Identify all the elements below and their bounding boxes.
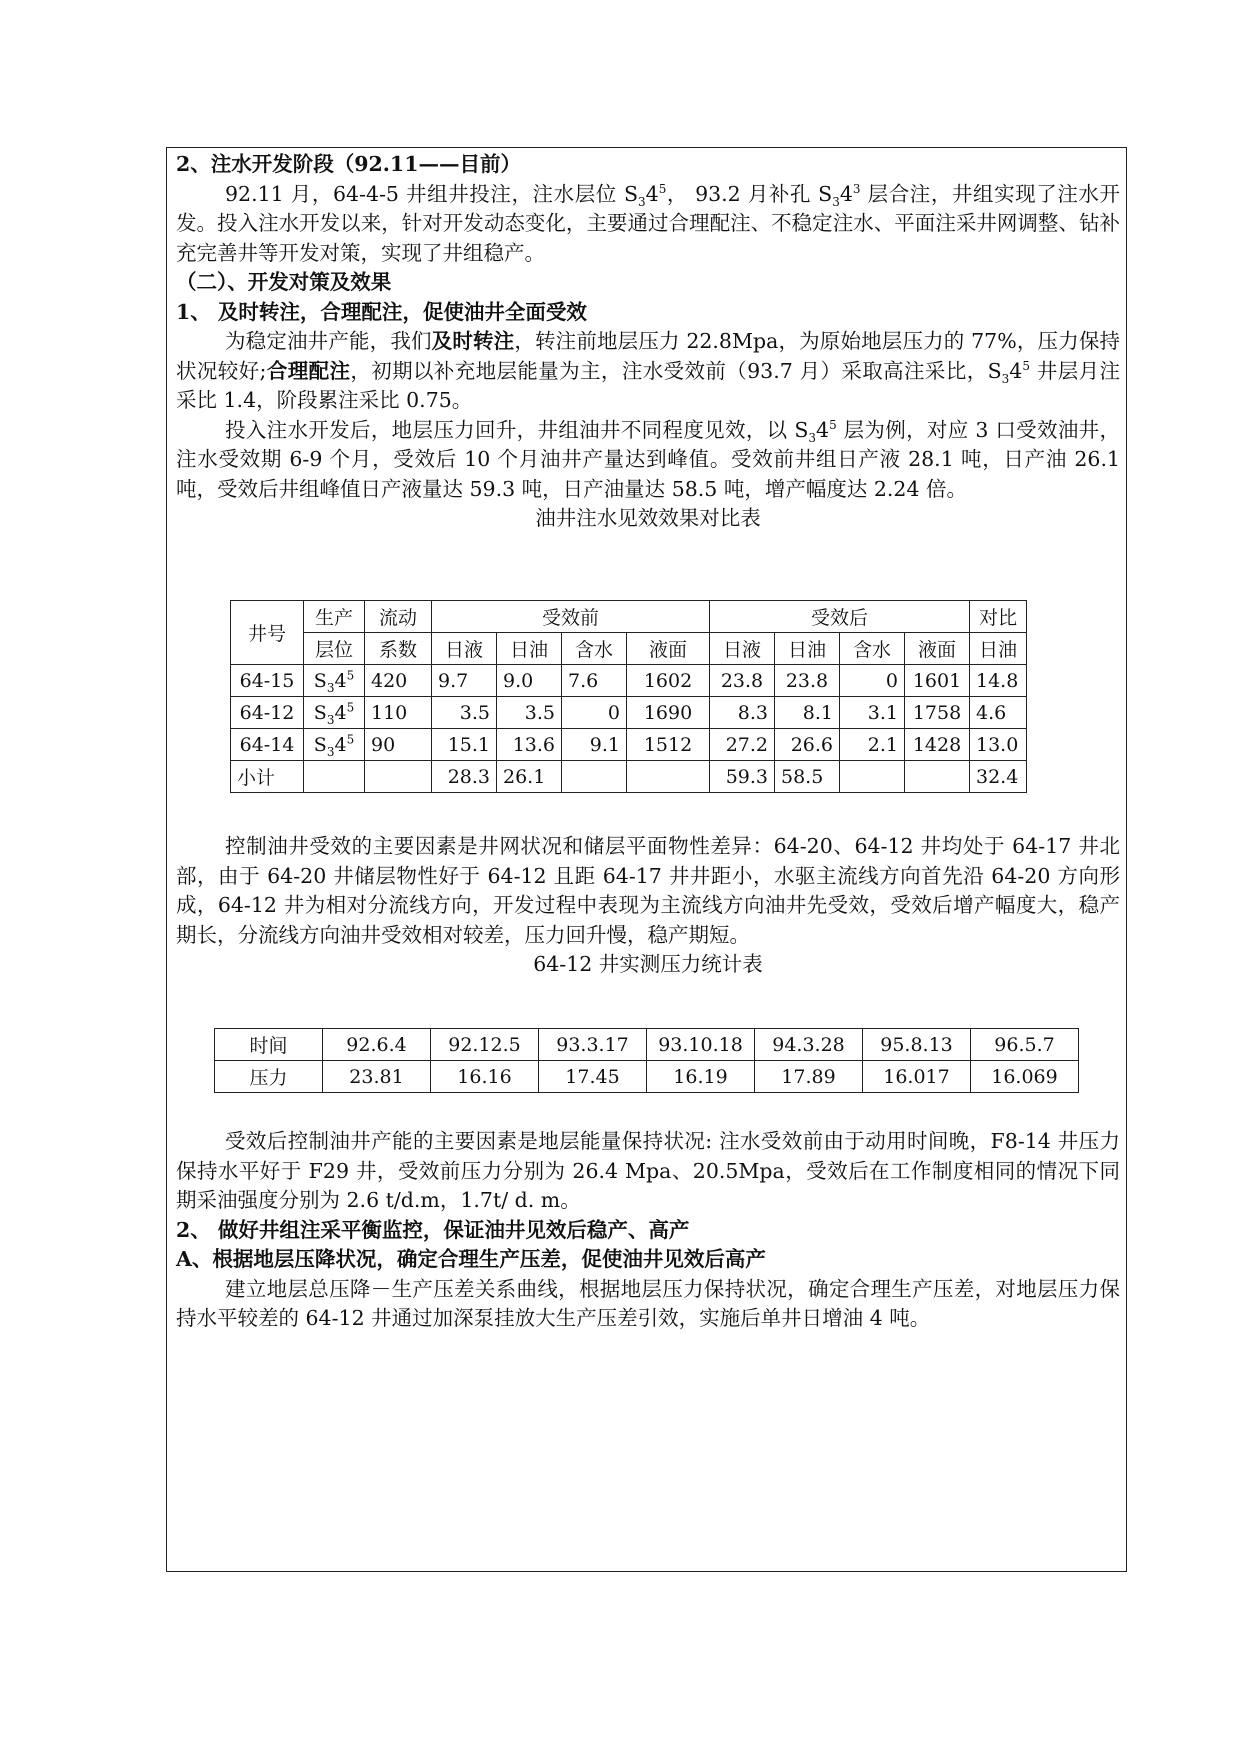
cell-value: 1601 xyxy=(905,665,970,697)
section-heading: 2、注水开发阶段（92.11——目前） xyxy=(176,152,521,176)
table2-caption: 64-12 井实测压力统计表 xyxy=(533,952,763,976)
paragraph-injection-start: 92.11 月，64-4-5 井组井投注，注水层位 $S_34^5$， 93.2 月补孔 $S_34^3$ 层合注，井组实现了注水开发。投入注水开发以来，针对开发动态变化，主要通过合理配注、不稳定注水、平面注采井网调整、钻补充完善井等开发对策，实现了井组稳产。 xyxy=(176,181,1120,265)
heading-pressure-drop: A、根据地层压降状况，确定合理生产压差，促使油井见效后高产 xyxy=(176,1247,766,1271)
cell-value: 1512 xyxy=(627,729,710,761)
cell-time: 94.3.28 xyxy=(755,1029,863,1061)
header-layer: 生产 xyxy=(304,601,365,633)
row-label-pressure: 压力 xyxy=(215,1061,323,1093)
heading-balance: 2、 做好井组注采平衡监控，保证油井见效后稳产、高产 xyxy=(176,1217,690,1242)
cell-value: 23.8 xyxy=(710,665,775,697)
cell-empty xyxy=(304,761,365,793)
cell-flow: 110 xyxy=(365,697,432,729)
subheader: 日液 xyxy=(710,633,775,665)
cell-compare: 4.6 xyxy=(970,697,1027,729)
subheader: 日油 xyxy=(775,633,840,665)
cell-pressure: 17.89 xyxy=(755,1061,863,1093)
cell-time: 95.8.13 xyxy=(863,1029,971,1061)
subsection-heading: （二）、开发对策及效果 xyxy=(176,270,392,294)
cell-empty xyxy=(627,761,710,793)
subheader: 日液 xyxy=(432,633,497,665)
cell-value: 7.6 xyxy=(562,665,627,697)
lower-text xyxy=(176,1127,1120,1334)
cell-flow: 420 xyxy=(365,665,432,697)
upper-text xyxy=(176,150,1120,534)
header-flow: 流动 xyxy=(365,601,432,633)
cell-value: 27.2 xyxy=(710,729,775,761)
header-after: 受效后 xyxy=(710,601,970,633)
header-compare: 对比 xyxy=(970,601,1027,633)
cell-time: 93.3.17 xyxy=(539,1029,647,1061)
table-row xyxy=(231,697,1027,729)
cell-value: 9.0 xyxy=(497,665,562,697)
cell-time: 92.12.5 xyxy=(431,1029,539,1061)
cell-layer: $S_34^5$ xyxy=(304,697,365,729)
subheader: 日油 xyxy=(497,633,562,665)
cell-value: 8.3 xyxy=(710,697,775,729)
table-row xyxy=(215,1061,1079,1093)
heading-timely-conversion: 1、 及时转注，合理配注，促使油井全面受效 xyxy=(176,299,587,324)
cell-value: 9.1 xyxy=(562,729,627,761)
header-well: 井号 xyxy=(231,601,304,665)
cell-pressure: 17.45 xyxy=(539,1061,647,1093)
cell-compare: 13.0 xyxy=(970,729,1027,761)
cell-value: 0 xyxy=(562,697,627,729)
cell-value: 3.1 xyxy=(840,697,905,729)
cell-pressure: 23.81 xyxy=(323,1061,431,1093)
cell-flow: 90 xyxy=(365,729,432,761)
header-compare-2: 日油 xyxy=(970,633,1027,665)
response-comparison-table xyxy=(230,600,1027,793)
cell-layer: $S_34^5$ xyxy=(304,665,365,697)
subheader: 含水 xyxy=(840,633,905,665)
cell-value: 1428 xyxy=(905,729,970,761)
pressure-stats-table xyxy=(214,1028,1079,1093)
table-total-row xyxy=(231,761,1027,793)
subheader: 液面 xyxy=(905,633,970,665)
cell-value: 28.3 xyxy=(432,761,497,793)
cell-value: 0 xyxy=(840,665,905,697)
cell-value: 1602 xyxy=(627,665,710,697)
cell-value: 8.1 xyxy=(775,697,840,729)
cell-empty xyxy=(840,761,905,793)
cell-value: 9.7 xyxy=(432,665,497,697)
cell-value: 26.6 xyxy=(775,729,840,761)
paragraph-response: 投入注水开发后，地层压力回升，井组油井不同程度见效，以 $S_34^5$ 层为例，对应 3 口受效油井，注水受效期 6-9 个月，受效后 10 个月油井产量达到峰值。受效前井组日产液 28.1 吨，日产油 26.1 吨，受效后井组峰值日产液量达 59.3 吨，日产油量达 58.5 吨，增产幅度达 2.24 倍。 xyxy=(176,417,1120,501)
subheader: 液面 xyxy=(627,633,710,665)
cell-pressure: 16.16 xyxy=(431,1061,539,1093)
cell-compare: 14.8 xyxy=(970,665,1027,697)
paragraph-conversion: 为稳定油井产能，我们及时转注，转注前地层压力 22.8Mpa，为原始地层压力的 77%，压力保持状况较好;合理配注，初期以补充地层能量为主，注水受效前（93.7 月）采取高注采比，$S_34^5$ 井层月注采比 1.4，阶段累注采比 0.75。 xyxy=(176,329,1121,412)
cell-value: 15.1 xyxy=(432,729,497,761)
cell-time: 92.6.4 xyxy=(323,1029,431,1061)
cell-pressure: 16.017 xyxy=(863,1061,971,1093)
header-before: 受效前 xyxy=(432,601,710,633)
cell-value: 3.5 xyxy=(432,697,497,729)
cell-pressure: 16.19 xyxy=(647,1061,755,1093)
header-flow-2: 系数 xyxy=(365,633,432,665)
paragraph-curve: 建立地层总压降－生产压差关系曲线，根据地层压力保持状况，确定合理生产压差，对地层压力保持水平较差的 64-12 井通过加深泵挂放大生产压差引效，实施后单井日增油 4 吨。 xyxy=(176,1276,1120,1330)
paragraph-control-factors: 控制油井受效的主要因素是井网状况和储层平面物性差异：64-20、64-12 井均处于 64-17 井北部，由于 64-20 井储层物性好于 64-12 且距 64-17 井井距小，水驱主流线方向首先沿 64-20 方向形成，64-12 井为相对分流线方向，开发过程中表现为主流线方向油井先受效，受效后增产幅度大，稳产期长，分流线方向油井受效相对较差，压力回升慢，稳产期短。 xyxy=(176,834,1120,947)
table-row xyxy=(231,665,1027,697)
header-layer-2: 层位 xyxy=(304,633,365,665)
cell-total-label: 小计 xyxy=(231,761,304,793)
cell-layer: $S_34^5$ xyxy=(304,729,365,761)
cell-value: 59.3 xyxy=(710,761,775,793)
cell-time: 96.5.7 xyxy=(971,1029,1079,1061)
subheader: 含水 xyxy=(562,633,627,665)
cell-value: 58.5 xyxy=(775,761,840,793)
cell-value: 1690 xyxy=(627,697,710,729)
cell-value: 3.5 xyxy=(497,697,562,729)
cell-empty xyxy=(562,761,627,793)
table1-caption: 油井注水见效效果对比表 xyxy=(535,506,761,530)
row-label-time: 时间 xyxy=(215,1029,323,1061)
table-row xyxy=(231,729,1027,761)
cell-value: 23.8 xyxy=(775,665,840,697)
table-row xyxy=(215,1029,1079,1061)
cell-value: 1758 xyxy=(905,697,970,729)
paragraph-energy: 受效后控制油井产能的主要因素是地层能量保持状况: 注水受效前由于动用时间晚，F8-14 井压力保持水平好于 F29 井，受效前压力分别为 26.4 Mpa、20.5Mpa，受效后在工作制度相同的情况下同期采油强度分别为 2.6 t/d.m，1.7t/ d. m。 xyxy=(176,1129,1120,1212)
cell-empty xyxy=(365,761,432,793)
cell-well: 64-15 xyxy=(231,665,304,697)
middle-text xyxy=(176,832,1120,980)
cell-value: 13.6 xyxy=(497,729,562,761)
cell-value: 26.1 xyxy=(497,761,562,793)
cell-well: 64-12 xyxy=(231,697,304,729)
cell-empty xyxy=(905,761,970,793)
cell-value: 2.1 xyxy=(840,729,905,761)
cell-pressure: 16.069 xyxy=(971,1061,1079,1093)
cell-time: 93.10.18 xyxy=(647,1029,755,1061)
cell-well: 64-14 xyxy=(231,729,304,761)
cell-compare: 32.4 xyxy=(970,761,1027,793)
